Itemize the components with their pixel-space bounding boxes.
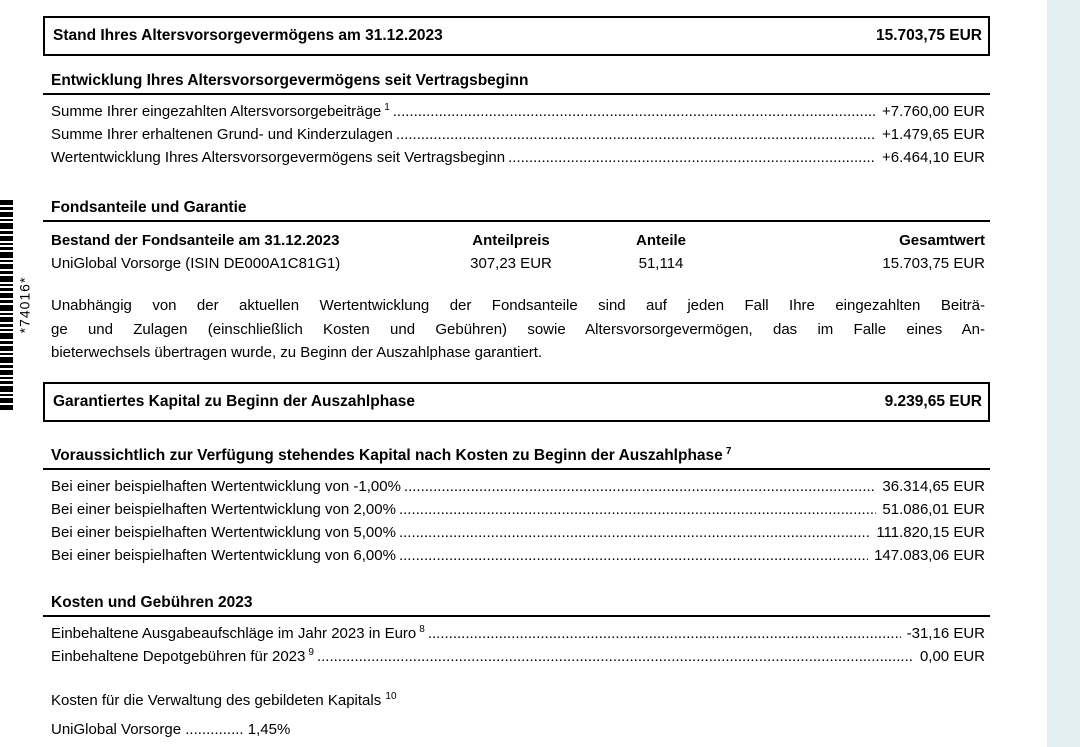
row-value: 0,00 EUR (919, 647, 985, 665)
entwicklung-row (43, 126, 990, 149)
footnote-marker: 8 (419, 623, 425, 635)
dot-leader (508, 149, 876, 166)
voraussichtlich-rows (43, 478, 990, 570)
fund-unit-price: 307,23 EUR (470, 255, 552, 272)
fund-fee-label: UniGlobal Vorsorge ..... (51, 721, 248, 738)
dot-leader (428, 625, 901, 642)
dot-leader (396, 126, 876, 143)
row-label: Bei einer beispielhaften Wertentwicklung von 6,00% (51, 546, 396, 564)
entwicklung-rows (43, 103, 990, 172)
section-heading-entwicklung: Entwicklung Ihres Altersvorsorgevermögens seit Vertragsbeginn (43, 72, 990, 95)
col-header-gesamtwert: Gesamtwert (899, 232, 985, 249)
summary-box-value: 15.703,75 EUR (876, 27, 982, 44)
barcode-label: *74016* (16, 276, 33, 334)
section-heading-fondsanteile: Fondsanteile und Garantie (43, 199, 990, 222)
projection-row (43, 524, 990, 547)
projection-row (43, 501, 990, 524)
footnote-marker: 10 (385, 690, 397, 702)
section-heading-voraussichtlich: Voraussichtlich zur Verfügung stehendes Kapital nach Kosten zu Beginn der Auszahlphase $^7$ (43, 447, 990, 470)
fund-table-header (51, 232, 985, 255)
row-label: Einbehaltene Depotgebühren für 2023 $^9$ (51, 646, 314, 665)
barcode (0, 200, 36, 410)
fund-fee-value: 1,45% (247, 720, 291, 738)
col-header-bestand: Bestand der Fondsanteile am 31.12.2023 (51, 232, 340, 249)
entwicklung-row (43, 103, 990, 126)
footnote-marker: 9 (308, 646, 314, 658)
statement-content (43, 16, 990, 738)
row-value: -31,16 EUR (906, 624, 985, 642)
row-value: 111.820,15 EUR (876, 523, 985, 541)
projection-row (43, 478, 990, 501)
footnote-marker: 1 (384, 102, 390, 113)
cost-row (43, 625, 990, 648)
row-label: Summe Ihrer eingezahlten Altersvorsorgebeiträge $^1$ (51, 102, 390, 120)
dot-leader (404, 478, 877, 495)
col-header-anteile: Anteile (635, 232, 686, 249)
section-heading-kosten: Kosten und Gebühren 2023 (43, 594, 990, 617)
guarantee-note (43, 294, 990, 365)
dot-leader (399, 501, 876, 518)
row-value: 51.086,01 EUR (882, 500, 985, 518)
entwicklung-row (43, 149, 990, 172)
fund-name: UniGlobal Vorsorge (ISIN DE000A1C81G1) (51, 255, 341, 272)
row-value: 36.314,65 EUR (882, 477, 985, 495)
fund-units: 51,114 (638, 255, 684, 272)
right-accent-strip (1047, 0, 1080, 747)
dot-leader (399, 524, 870, 541)
row-label: Summe Ihrer erhaltenen Grund- und Kinderzulagen (51, 126, 393, 143)
row-value: +6.464,10 EUR (882, 149, 985, 166)
summary-box-label: Stand Ihres Altersvorsorgevermögens am 31.12.2023 (53, 27, 443, 44)
dot-leader (393, 103, 876, 120)
dot-leader (317, 648, 914, 665)
col-header-anteilpreis: Anteilpreis (472, 232, 550, 249)
row-label: Bei einer beispielhaften Wertentwicklung von -1,00% (51, 477, 401, 495)
note-line: bieterwechsels übertragen wurde, zu Beginn der Auszahlphase garantiert. (51, 344, 543, 361)
row-label: Einbehaltene Ausgabeaufschläge im Jahr 2023 in Euro $^8$ (51, 623, 425, 642)
fund-fee-line (43, 721, 990, 738)
row-label: Bei einer beispielhaften Wertentwicklung von 5,00% (51, 523, 396, 541)
projection-row (43, 547, 990, 570)
note-line: Unabhängig von der aktuellen Wertentwicklung der Fondsanteile sind auf jeden Fall Ihre eingezahlten Beiträ- (51, 297, 985, 314)
row-label: Wertentwicklung Ihres Altersvorsorgevermögens seit Vertragsbeginn (51, 149, 506, 166)
kosten-rows (43, 625, 990, 671)
guaranteed-capital-box (43, 382, 990, 422)
cost-row (43, 648, 990, 671)
row-value: 147.083,06 EUR (874, 546, 985, 564)
dot-leader (399, 547, 868, 564)
row-value: +1.479,65 EUR (882, 126, 985, 143)
row-value: +7.760,00 EUR (882, 103, 985, 120)
management-cost-label: Kosten für die Verwaltung des gebildeten Kapitals $^{10}$ (51, 690, 397, 709)
note-line: ge und Zulagen (einschließlich Kosten und Gebühren) sowie Altersvorsorgevermögen, das im Falle eines An- (51, 320, 985, 338)
summary-box (43, 16, 990, 56)
footnote-marker: 7 (725, 445, 732, 457)
guaranteed-capital-label: Garantiertes Kapital zu Beginn der Auszahlphase (53, 392, 416, 410)
row-label: Bei einer beispielhaften Wertentwicklung von 2,00% (51, 500, 396, 518)
fund-table (43, 232, 990, 278)
guaranteed-capital-value: 9.239,65 EUR (884, 392, 982, 410)
fund-table-row (51, 255, 985, 278)
fund-total-value: 15.703,75 EUR (882, 255, 985, 272)
